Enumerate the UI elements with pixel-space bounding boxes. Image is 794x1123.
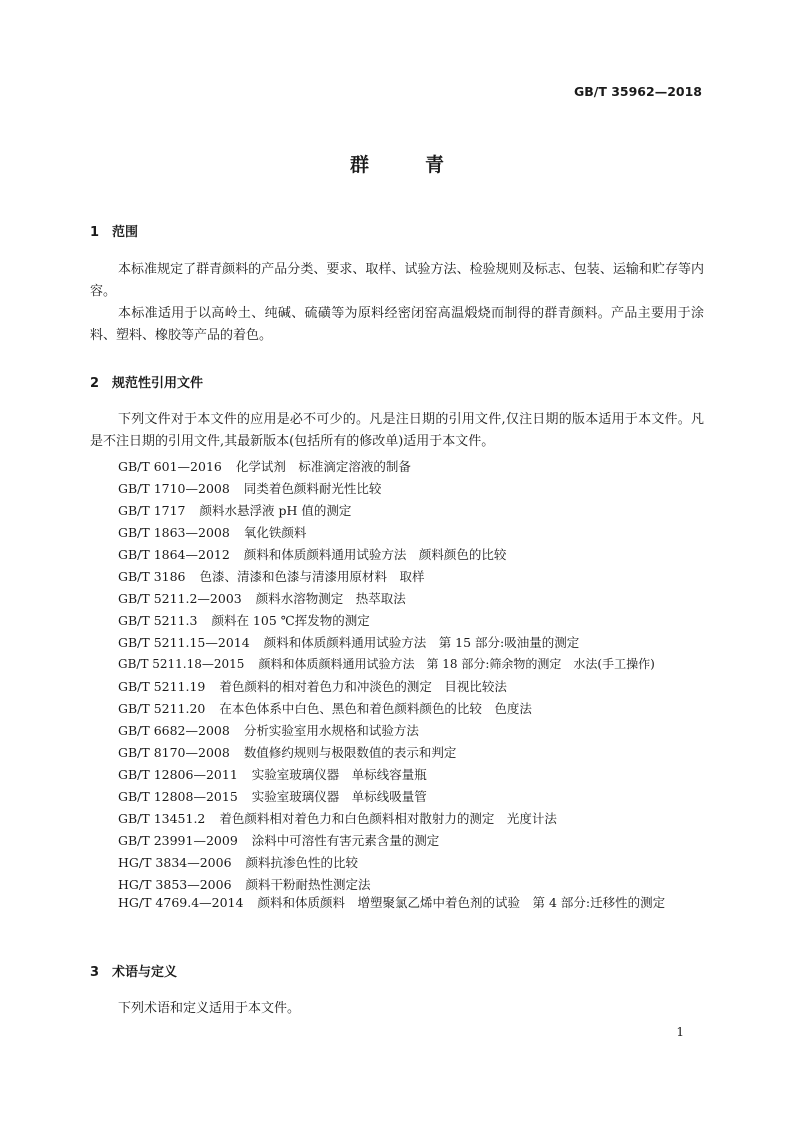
- reference-item: [118, 875, 371, 893]
- reference-item: [118, 479, 381, 497]
- reference-title: 颜料和体质颜料通用试验方法 第 18 部分:筛余物的测定 水法(手工操作): [258, 657, 655, 671]
- reference-code: GB/T 1717: [118, 503, 186, 518]
- section-title: 范围: [112, 225, 139, 240]
- reference-item: [118, 743, 456, 761]
- reference-title: 颜料水溶物测定 热萃取法: [255, 591, 406, 606]
- reference-code: HG/T 4769.4—2014: [118, 895, 244, 910]
- reference-code: GB/T 12806—2011: [118, 767, 238, 782]
- reference-code: GB/T 13451.2: [118, 811, 206, 826]
- reference-item: [118, 699, 532, 717]
- reference-item: [118, 457, 411, 475]
- reference-title: 涂料中可溶性有害元素含量的测定: [251, 833, 440, 848]
- reference-title: 化学试剂 标准滴定溶液的制备: [235, 459, 411, 474]
- reference-code: HG/T 3853—2006: [118, 877, 232, 892]
- reference-title: 着色颜料的相对着色力和冲淡色的测定 目视比较法: [219, 679, 507, 694]
- reference-item: [118, 787, 427, 805]
- reference-code: GB/T 1863—2008: [118, 525, 230, 540]
- terms-paragraph: 下列术语和定义适用于本文件。: [118, 1001, 301, 1016]
- reference-code: GB/T 5211.18—2015: [118, 657, 245, 671]
- reference-code: GB/T 5211.20: [118, 701, 206, 716]
- reference-item: [118, 589, 406, 607]
- section-number: 3: [90, 965, 100, 980]
- reference-title: 在本色体系中白色、黑色和着色颜料颜色的比较 色度法: [219, 701, 532, 716]
- reference-code: GB/T 5211.15—2014: [118, 635, 250, 650]
- reference-item: [118, 567, 425, 585]
- reference-item: [118, 809, 557, 827]
- reference-title: 实验室玻璃仪器 单标线吸量管: [251, 789, 427, 804]
- reference-item: [118, 545, 506, 563]
- reference-code: GB/T 5211.19: [118, 679, 206, 694]
- reference-code: HG/T 3834—2006: [118, 855, 232, 870]
- section-heading-scope: [90, 221, 138, 240]
- reference-item: [118, 501, 351, 519]
- scope-paragraph: 本标准适用于以高岭土、纯碱、硫磺等为原料经密闭窑高温煅烧而制得的群青颜料。产品主要用于涂料、塑料、橡胶等产品的着色。: [90, 306, 704, 343]
- reference-title: 分析实验室用水规格和试验方法: [243, 723, 419, 738]
- section-number: 2: [90, 376, 100, 391]
- section-heading-terms-definitions: [90, 961, 177, 980]
- reference-item: [118, 611, 370, 629]
- standard-code: GB/T 35962—2018: [573, 84, 702, 99]
- page-title: 群青: [349, 154, 500, 176]
- section-heading-normative-references: [90, 372, 203, 391]
- reference-code: GB/T 601—2016: [118, 459, 222, 474]
- reference-code: GB/T 12808—2015: [118, 789, 238, 804]
- reference-item: [118, 523, 306, 541]
- reference-item: [118, 721, 419, 739]
- reference-item: [118, 655, 655, 672]
- reference-title: 实验室玻璃仪器 单标线容量瓶: [251, 767, 427, 782]
- scope-paragraph: 本标准规定了群青颜料的产品分类、要求、取样、试验方法、检验规则及标志、包装、运输和贮存等内容。: [90, 262, 704, 299]
- reference-code: GB/T 1864—2012: [118, 547, 230, 562]
- reference-item: [118, 853, 358, 871]
- section-title: 术语与定义: [112, 965, 178, 980]
- reference-title: 数值修约规则与极限数值的表示和判定: [243, 745, 457, 760]
- reference-title: 氧化铁颜料: [243, 525, 307, 540]
- reference-code: GB/T 6682—2008: [118, 723, 230, 738]
- section-title: 规范性引用文件: [112, 376, 204, 391]
- reference-item: [118, 831, 439, 849]
- reference-code: GB/T 5211.3: [118, 613, 198, 628]
- reference-title: 颜料水悬浮液 pH 值的测定: [199, 503, 352, 518]
- reference-code: GB/T 23991—2009: [118, 833, 238, 848]
- reference-item: [118, 765, 427, 783]
- reference-title: 颜料和体质颜料通用试验方法 颜料颜色的比较: [243, 547, 507, 562]
- reference-item: [118, 633, 579, 651]
- reference-title: 颜料和体质颜料 增塑聚氯乙烯中着色剂的试验 第 4 部分:迁移性的测定: [257, 895, 666, 910]
- page-number: 1: [676, 1025, 684, 1039]
- references-intro: 下列文件对于本文件的应用是必不可少的。凡是注日期的引用文件,仅注日期的版本适用于本文件。凡是不注日期的引用文件,其最新版本(包括所有的修改单)适用于本文件。: [90, 412, 704, 449]
- reference-code: GB/T 5211.2—2003: [118, 591, 242, 606]
- reference-code: GB/T 1710—2008: [118, 481, 230, 496]
- reference-title: 颜料和体质颜料通用试验方法 第 15 部分:吸油量的测定: [263, 635, 580, 650]
- reference-item: [118, 677, 507, 695]
- reference-title: 同类着色颜料耐光性比较: [243, 481, 382, 496]
- reference-title: 色漆、清漆和色漆与清漆用原材料 取样: [199, 569, 425, 584]
- reference-title: 颜料干粉耐热性测定法: [245, 877, 371, 892]
- reference-item: [90, 892, 704, 914]
- reference-title: 颜料在 105 ℃挥发物的测定: [211, 613, 370, 628]
- reference-title: 颜料抗渗色性的比较: [245, 855, 359, 870]
- reference-code: GB/T 3186: [118, 569, 186, 584]
- reference-title: 着色颜料相对着色力和白色颜料相对散射力的测定 光度计法: [219, 811, 557, 826]
- reference-code: GB/T 8170—2008: [118, 745, 230, 760]
- section-number: 1: [90, 225, 100, 240]
